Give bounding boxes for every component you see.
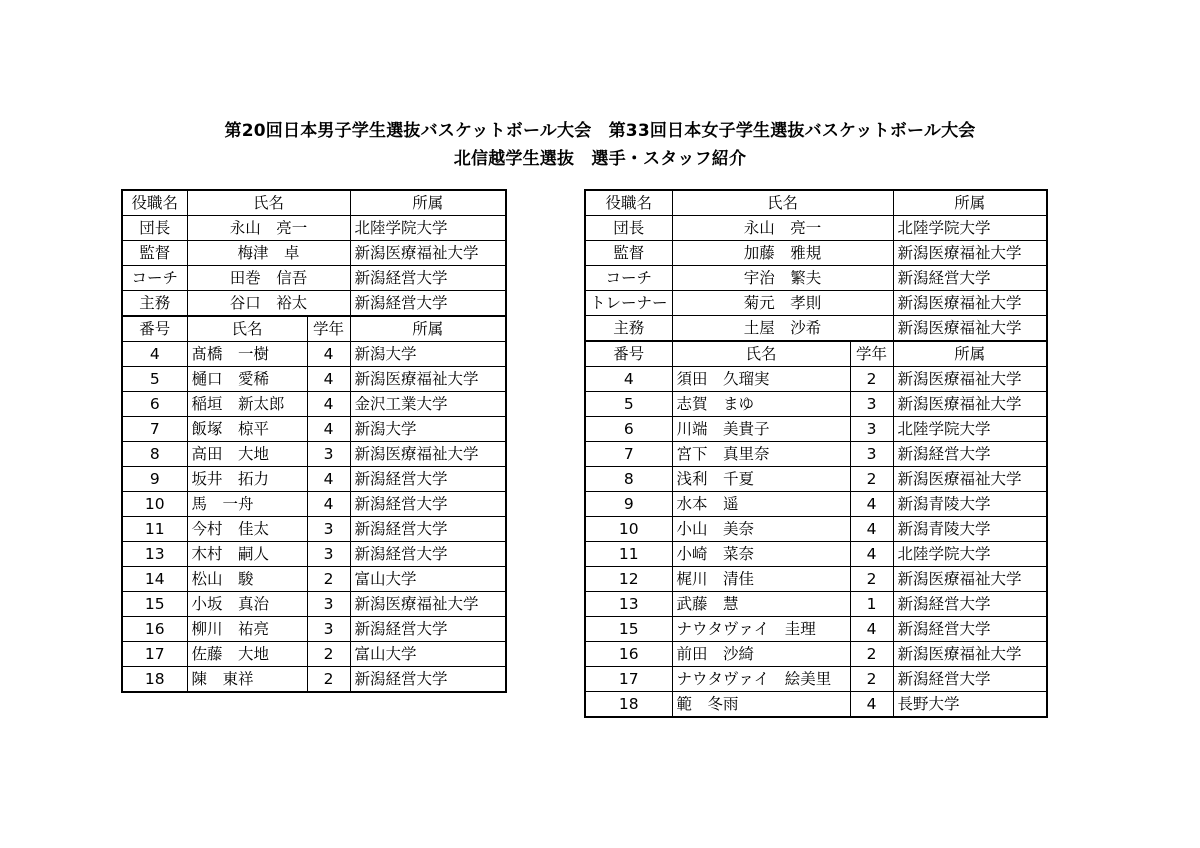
player-number: 5: [122, 367, 187, 392]
player-row: [122, 667, 506, 693]
staff-role: 監督: [585, 241, 672, 266]
staff-row: [585, 216, 1047, 241]
player-row: [122, 617, 506, 642]
player-name: 松山 駿: [187, 567, 307, 592]
player-number: 15: [585, 617, 672, 642]
player-row: [122, 467, 506, 492]
player-year: 3: [307, 592, 350, 617]
staff-row: [585, 291, 1047, 316]
player-year: 4: [850, 517, 893, 542]
player-number: 15: [122, 592, 187, 617]
staff-name: 菊元 孝則: [672, 291, 893, 316]
player-number: 13: [585, 592, 672, 617]
player-year: 2: [307, 567, 350, 592]
player-name: 梶川 清佳: [672, 567, 850, 592]
player-year: 4: [307, 367, 350, 392]
player-name: 小崎 菜奈: [672, 542, 850, 567]
player-name: 武藤 慧: [672, 592, 850, 617]
player-row: [585, 642, 1047, 667]
player-row: [122, 642, 506, 667]
staff-affiliation: 新潟医療福祉大学: [893, 241, 1047, 266]
staff-name: 加藤 雅規: [672, 241, 893, 266]
staff-header-row: [122, 190, 506, 216]
player-row: [585, 517, 1047, 542]
player-year: 4: [850, 542, 893, 567]
player-affiliation: 新潟経営大学: [350, 542, 506, 567]
header-role: 役職名: [585, 190, 672, 216]
player-name: 樋口 愛稀: [187, 367, 307, 392]
staff-affiliation: 新潟医療福祉大学: [893, 291, 1047, 316]
player-number: 11: [122, 517, 187, 542]
staff-affiliation: 北陸学院大学: [893, 216, 1047, 241]
player-affiliation: 新潟医療福祉大学: [350, 592, 506, 617]
player-number: 9: [122, 467, 187, 492]
player-year: 3: [307, 617, 350, 642]
player-row: [122, 492, 506, 517]
player-affiliation: 新潟経営大学: [893, 667, 1047, 692]
player-year: 3: [307, 442, 350, 467]
player-year: 3: [850, 392, 893, 417]
staff-affiliation: 新潟経営大学: [893, 266, 1047, 291]
player-number: 6: [122, 392, 187, 417]
player-name: 川端 美貴子: [672, 417, 850, 442]
player-affiliation: 新潟医療福祉大学: [350, 367, 506, 392]
player-affiliation: 新潟大学: [350, 417, 506, 442]
player-row: [122, 517, 506, 542]
player-number: 17: [585, 667, 672, 692]
player-affiliation: 新潟経営大学: [350, 617, 506, 642]
player-name: 志賀 まゆ: [672, 392, 850, 417]
player-row: [122, 442, 506, 467]
player-year: 3: [307, 517, 350, 542]
header-affiliation: 所属: [350, 190, 506, 216]
staff-name: 田巻 信吾: [187, 266, 350, 291]
men-roster-table: [121, 189, 507, 693]
player-number: 10: [122, 492, 187, 517]
staff-affiliation: 北陸学院大学: [350, 216, 506, 241]
player-row: [122, 392, 506, 417]
staff-row: [585, 316, 1047, 342]
player-row: [122, 592, 506, 617]
staff-name: 宇治 繁夫: [672, 266, 893, 291]
player-year: 1: [850, 592, 893, 617]
player-name: 佐藤 大地: [187, 642, 307, 667]
staff-role: コーチ: [585, 266, 672, 291]
player-affiliation: 新潟医療福祉大学: [350, 442, 506, 467]
player-name: 高田 大地: [187, 442, 307, 467]
player-affiliation: 新潟経営大学: [350, 667, 506, 693]
player-name: 柳川 祐亮: [187, 617, 307, 642]
player-affiliation: 富山大学: [350, 642, 506, 667]
women-roster-table: [584, 189, 1048, 718]
player-number: 7: [585, 442, 672, 467]
staff-role: トレーナー: [585, 291, 672, 316]
player-year: 4: [307, 342, 350, 367]
player-number: 4: [585, 367, 672, 392]
player-row: [585, 567, 1047, 592]
document-title: 第20回日本男子学生選抜バスケットボール大会 第33回日本女子学生選抜バスケットボール大会: [224, 121, 976, 141]
header-name: 氏名: [187, 190, 350, 216]
player-name: 稲垣 新太郎: [187, 392, 307, 417]
player-number: 17: [122, 642, 187, 667]
player-year: 2: [850, 642, 893, 667]
player-header-row: [585, 341, 1047, 367]
player-affiliation: 新潟医療福祉大学: [893, 367, 1047, 392]
player-affiliation: 新潟医療福祉大学: [893, 567, 1047, 592]
player-number: 6: [585, 417, 672, 442]
player-row: [585, 492, 1047, 517]
player-affiliation: 新潟経営大学: [350, 517, 506, 542]
player-affiliation: 新潟医療福祉大学: [893, 467, 1047, 492]
player-affiliation: 新潟青陵大学: [893, 517, 1047, 542]
staff-affiliation: 新潟医療福祉大学: [350, 241, 506, 266]
staff-row: [122, 241, 506, 266]
player-name: 小坂 真治: [187, 592, 307, 617]
player-name: 範 冬雨: [672, 692, 850, 718]
player-affiliation: 新潟青陵大学: [893, 492, 1047, 517]
player-year: 4: [307, 417, 350, 442]
player-affiliation: 北陸学院大学: [893, 542, 1047, 567]
player-name: 馬 一舟: [187, 492, 307, 517]
player-row: [585, 542, 1047, 567]
player-name: 前田 沙綺: [672, 642, 850, 667]
player-affiliation: 新潟経営大学: [893, 442, 1047, 467]
header-player-affiliation: 所属: [893, 341, 1047, 367]
player-affiliation: 北陸学院大学: [893, 417, 1047, 442]
player-year: 4: [307, 492, 350, 517]
player-name: 木村 嗣人: [187, 542, 307, 567]
player-name: ナウタヴァイ 絵美里: [672, 667, 850, 692]
staff-row: [122, 216, 506, 241]
player-affiliation: 新潟医療福祉大学: [893, 392, 1047, 417]
staff-affiliation: 新潟経営大学: [350, 266, 506, 291]
player-row: [585, 692, 1047, 718]
player-number: 12: [585, 567, 672, 592]
player-affiliation: 新潟経営大学: [893, 617, 1047, 642]
player-number: 4: [122, 342, 187, 367]
player-year: 4: [850, 692, 893, 718]
player-name: 飯塚 椋平: [187, 417, 307, 442]
player-year: 2: [850, 667, 893, 692]
staff-name: 永山 亮一: [672, 216, 893, 241]
player-row: [585, 592, 1047, 617]
staff-role: 監督: [122, 241, 187, 266]
header-year: 学年: [850, 341, 893, 367]
player-name: 今村 佳太: [187, 517, 307, 542]
player-affiliation: 新潟大学: [350, 342, 506, 367]
player-affiliation: 新潟経営大学: [350, 467, 506, 492]
player-number: 16: [585, 642, 672, 667]
player-name: 髙橋 一樹: [187, 342, 307, 367]
document-subtitle: 北信越学生選抜 選手・スタッフ紹介: [453, 149, 747, 169]
player-row: [585, 442, 1047, 467]
player-name: 水本 遥: [672, 492, 850, 517]
player-name: 宮下 真里奈: [672, 442, 850, 467]
player-number: 18: [585, 692, 672, 718]
player-name: 陳 東祥: [187, 667, 307, 693]
player-year: 3: [850, 417, 893, 442]
header-role: 役職名: [122, 190, 187, 216]
player-number: 11: [585, 542, 672, 567]
player-row: [122, 542, 506, 567]
header-affiliation: 所属: [893, 190, 1047, 216]
player-affiliation: 金沢工業大学: [350, 392, 506, 417]
player-row: [122, 342, 506, 367]
header-number: 番号: [122, 316, 187, 342]
player-number: 18: [122, 667, 187, 693]
player-number: 10: [585, 517, 672, 542]
player-affiliation: 新潟経営大学: [893, 592, 1047, 617]
header-player-name: 氏名: [672, 341, 850, 367]
player-number: 8: [585, 467, 672, 492]
player-year: 4: [307, 467, 350, 492]
staff-affiliation: 新潟経営大学: [350, 291, 506, 317]
header-year: 学年: [307, 316, 350, 342]
header-player-affiliation: 所属: [350, 316, 506, 342]
player-number: 16: [122, 617, 187, 642]
player-name: 小山 美奈: [672, 517, 850, 542]
player-row: [585, 392, 1047, 417]
staff-row: [585, 266, 1047, 291]
staff-row: [585, 241, 1047, 266]
player-row: [122, 417, 506, 442]
player-row: [585, 467, 1047, 492]
player-number: 8: [122, 442, 187, 467]
player-year: 2: [307, 642, 350, 667]
player-number: 5: [585, 392, 672, 417]
player-number: 14: [122, 567, 187, 592]
player-year: 4: [307, 392, 350, 417]
header-number: 番号: [585, 341, 672, 367]
staff-row: [122, 291, 506, 317]
player-name: ナウタヴァイ 圭理: [672, 617, 850, 642]
player-year: 3: [850, 442, 893, 467]
player-year: 3: [307, 542, 350, 567]
player-name: 坂井 拓力: [187, 467, 307, 492]
player-year: 2: [850, 567, 893, 592]
player-affiliation: 富山大学: [350, 567, 506, 592]
player-affiliation: 長野大学: [893, 692, 1047, 718]
player-row: [585, 617, 1047, 642]
player-year: 4: [850, 617, 893, 642]
player-row: [585, 667, 1047, 692]
player-name: 須田 久瑠実: [672, 367, 850, 392]
staff-role: 団長: [122, 216, 187, 241]
staff-name: 永山 亮一: [187, 216, 350, 241]
staff-affiliation: 新潟医療福祉大学: [893, 316, 1047, 342]
staff-header-row: [585, 190, 1047, 216]
player-year: 2: [307, 667, 350, 693]
header-name: 氏名: [672, 190, 893, 216]
player-year: 2: [850, 467, 893, 492]
player-number: 7: [122, 417, 187, 442]
header-player-name: 氏名: [187, 316, 307, 342]
player-affiliation: 新潟医療福祉大学: [893, 642, 1047, 667]
player-header-row: [122, 316, 506, 342]
player-number: 9: [585, 492, 672, 517]
player-row: [122, 367, 506, 392]
staff-row: [122, 266, 506, 291]
staff-name: 谷口 裕太: [187, 291, 350, 317]
player-year: 4: [850, 492, 893, 517]
staff-role: 主務: [122, 291, 187, 317]
player-row: [122, 567, 506, 592]
staff-name: 土屋 沙希: [672, 316, 893, 342]
player-year: 2: [850, 367, 893, 392]
player-number: 13: [122, 542, 187, 567]
staff-name: 梅津 卓: [187, 241, 350, 266]
player-row: [585, 417, 1047, 442]
staff-role: 主務: [585, 316, 672, 342]
player-affiliation: 新潟経営大学: [350, 492, 506, 517]
staff-role: 団長: [585, 216, 672, 241]
staff-role: コーチ: [122, 266, 187, 291]
player-name: 浅利 千夏: [672, 467, 850, 492]
player-row: [585, 367, 1047, 392]
